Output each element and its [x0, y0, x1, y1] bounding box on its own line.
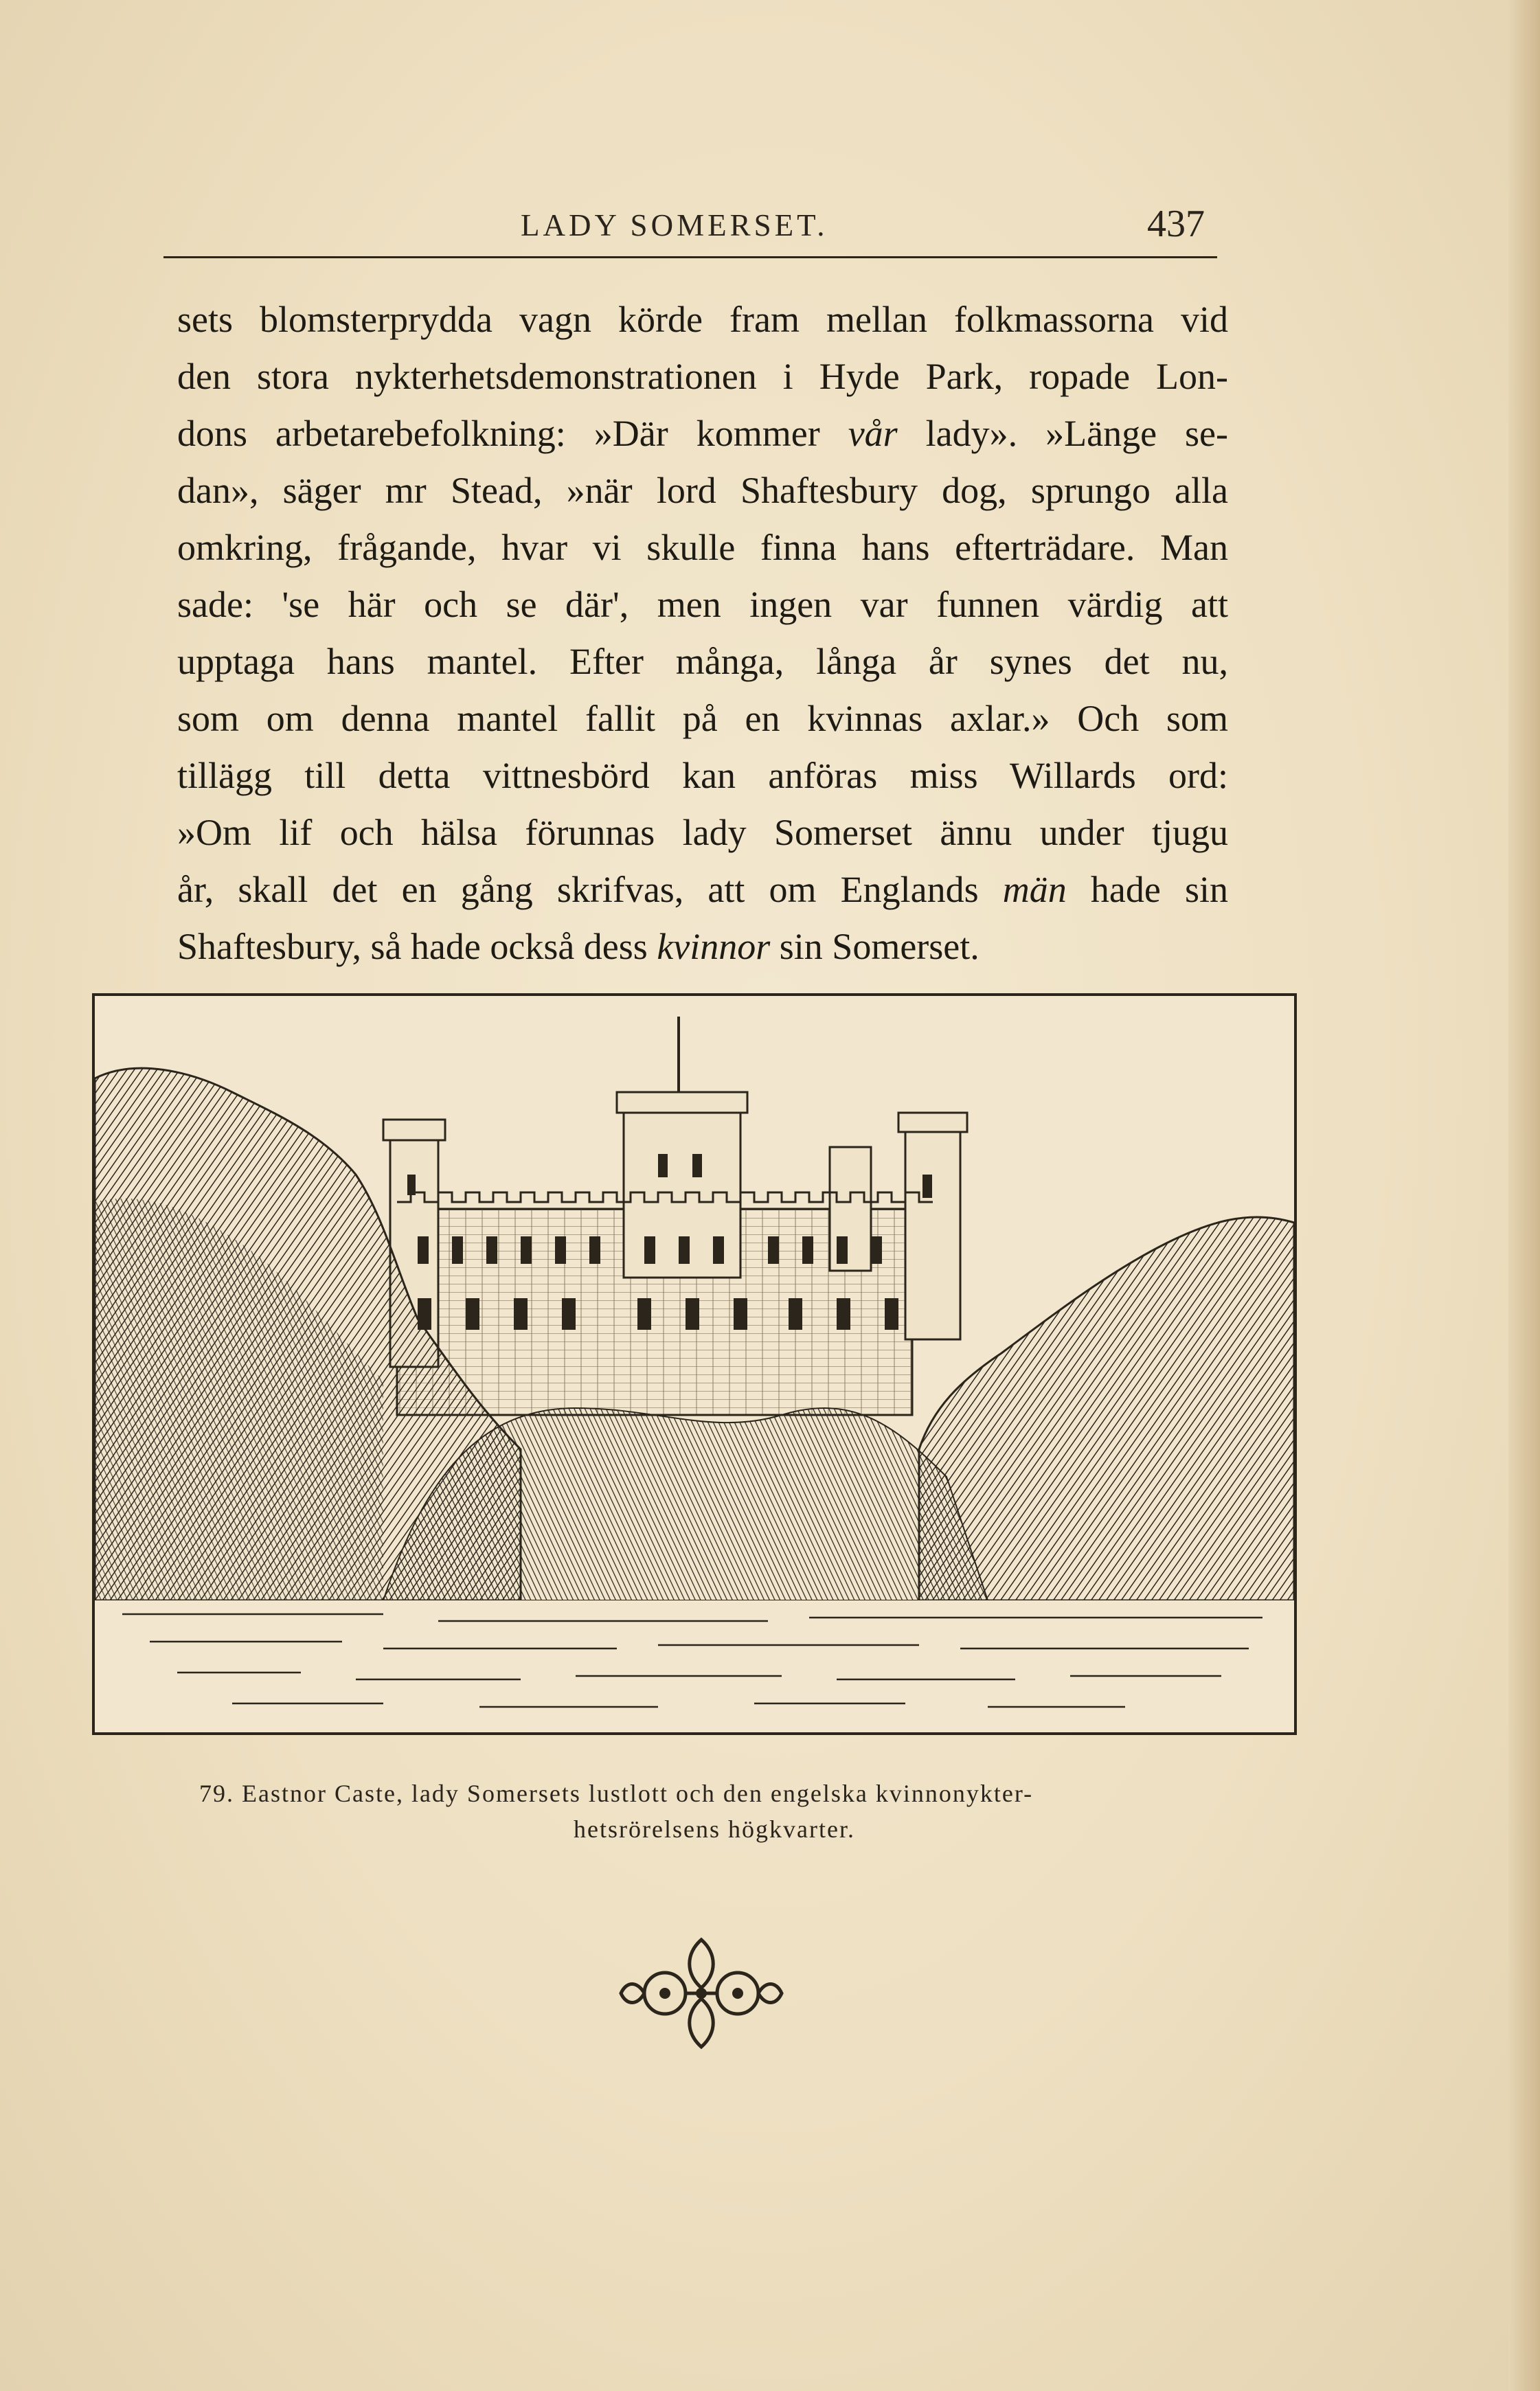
fleuron-icon: [617, 1926, 786, 2061]
text-line: år, skall det en gång skrifvas, att om Englands män hade sin: [177, 869, 1228, 910]
header-rule: [163, 256, 1217, 258]
running-title: LADY SOMERSET.: [521, 208, 828, 242]
emphasis: kvinnor: [657, 926, 771, 967]
text-line: som om denna mantel fallit på en kvinnas axlar.» Och som: [177, 698, 1228, 739]
castle-engraving-icon: [95, 996, 1294, 1732]
text-line: sade: 'se här och se där', men ingen var funnen värdig att: [177, 584, 1228, 625]
figure-caption: [199, 1776, 1257, 1847]
text-line: Shaftesbury, så hade också dess kvinnor sin Somerset.: [177, 926, 980, 967]
text-line: sets blomsterprydda vagn körde fram mellan folkmassorna vid: [177, 299, 1228, 340]
text-line: dan», säger mr Stead, »när lord Shaftesbury dog, sprungo alla: [177, 470, 1228, 511]
text-line: »Om lif och hälsa förunnas lady Somerset ännu under tjugu: [177, 812, 1228, 853]
emphasis: män: [1002, 869, 1067, 910]
body-text: [177, 291, 1228, 975]
text-line: tillägg till detta vittnesbörd kan anföras miss Willards ord:: [177, 755, 1228, 796]
running-header: [163, 201, 1217, 258]
text-line: den stora nykterhetsdemonstrationen i Hyde Park, ropade Lon-: [177, 356, 1228, 397]
text-line: omkring, frågande, hvar vi skulle finna hans efterträdare. Man: [177, 527, 1228, 568]
caption-line: 79. Eastnor Caste, lady Somersets lustlott och den engelska kvinnonykter-: [199, 1780, 1034, 1807]
page-edge: [1508, 0, 1540, 2391]
page-number: 437: [1147, 203, 1205, 245]
text-line: dons arbetarebefolkning: »Där kommer vår lady». »Länge se-: [177, 413, 1229, 454]
emphasis: vår: [848, 413, 898, 454]
castle-illustration: [92, 993, 1297, 1735]
caption-line: hetsrörelsens högkvarter.: [574, 1815, 855, 1843]
text-line: upptaga hans mantel. Efter många, långa år synes det nu,: [177, 641, 1228, 682]
